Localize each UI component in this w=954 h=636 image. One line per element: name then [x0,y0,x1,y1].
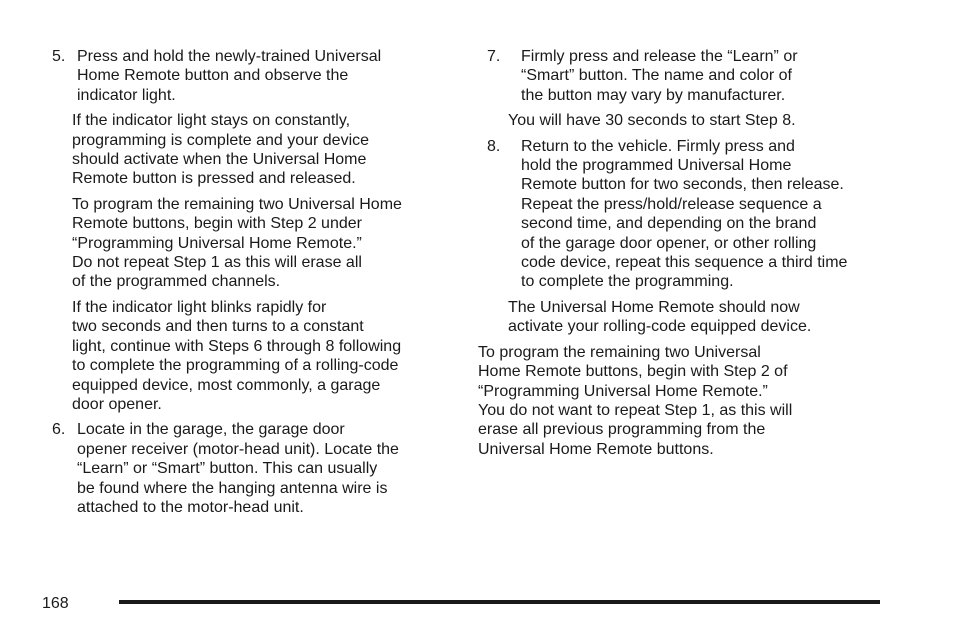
step-7-number: 7. [487,48,501,65]
step-8 [478,137,888,292]
step-8-text: Return to the vehicle. Firmly press and hold the programmed Universal Home Remote button for two seconds, then release. Repeat the press/hold/release sequence a second time, and depending on the brand of the garage door opener, or other rolling code device, repeat this sequence a third time to complete the programming. [521,137,848,291]
step-6-number: 6. [52,421,66,439]
right-paragraph-3: To program the remaining two Universal Home Remote buttons, begin with Step 2 of “Programming Universal Home Remote.” You do not want to repeat Step 1, as this will erase all previous programming from the Universal Home Remote buttons. [478,343,793,458]
step-7-text: Firmly press and release the “Learn” or “Smart” button. The name and color of the button may vary by manufacturer. [521,48,798,104]
step-5 [52,47,452,105]
left-paragraph-1: If the indicator light stays on constantly, programming is complete and your device should activate when the Universal Home Remote button is pressed and released. [72,112,370,188]
page-number: 168 [42,595,69,612]
step-7 [478,47,888,105]
step-5-text: Press and hold the newly-trained Universal Home Remote button and observe the indicator light. [77,48,382,104]
left-paragraph-3: If the indicator light blinks rapidly for two seconds and then turns to a constant light, continue with Steps 6 through 8 following to complete the programming of a rolling-code equipped device, most commonly, a garage door opener. [72,298,402,413]
step-8-number: 8. [487,137,501,155]
step-5-number: 5. [52,48,66,65]
right-column [478,47,888,465]
left-paragraph-2: To program the remaining two Universal Home Remote buttons, begin with Step 2 under “Programming Universal Home Remote.” Do not repeat Step 1 as this will erase all of the programmed channels. [72,195,402,291]
left-column [52,47,452,523]
footer-rule [119,600,880,604]
right-paragraph-2: The Universal Home Remote should now activate your rolling-code equipped device. [508,298,812,336]
right-paragraph-1: You will have 30 seconds to start Step 8. [508,112,796,130]
step-6 [52,420,452,517]
step-6-text: Locate in the garage, the garage door opener receiver (motor-head unit). Locate the “Learn” or “Smart” button. This can usually be found where the hanging antenna wire is attached to the motor-head unit. [77,421,399,516]
